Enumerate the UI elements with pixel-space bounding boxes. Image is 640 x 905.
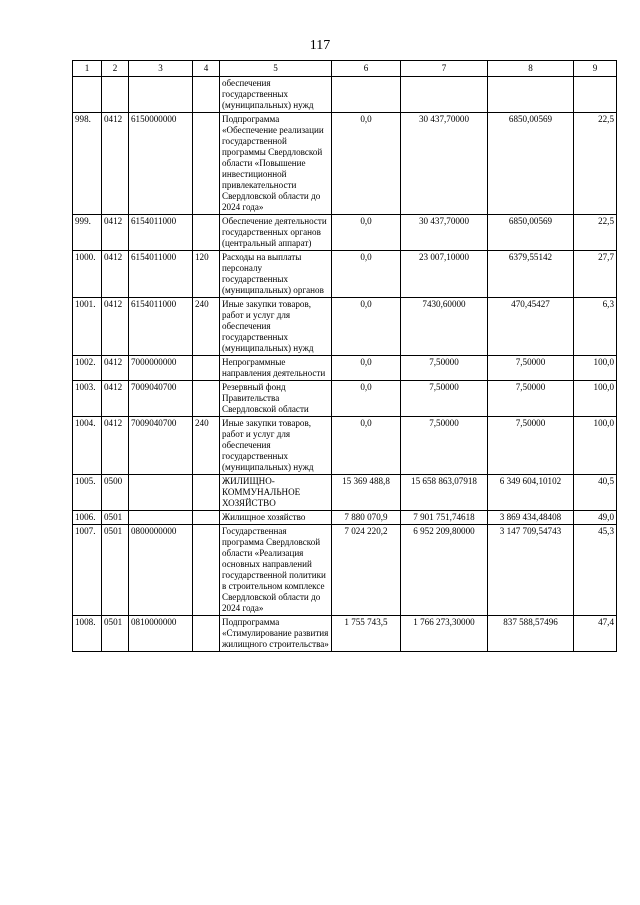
section-code-cell: 0412: [102, 381, 129, 417]
target-article-code-cell: 6154011000: [129, 215, 193, 251]
table-row: [73, 525, 617, 616]
row-number-cell: 1003.: [73, 381, 102, 417]
header-cell: 7: [401, 61, 488, 77]
table-row: [73, 298, 617, 356]
section-code-cell: 0501: [102, 511, 129, 525]
header-cell: 5: [220, 61, 332, 77]
expense-name-cell: Расходы на выплаты персоналу государственных (муниципальных) органов: [220, 251, 332, 298]
row-number-cell: 999.: [73, 215, 102, 251]
approved-amount-cell: 23 007,10000: [401, 251, 488, 298]
executed-amount-cell: 3 147 709,54743: [488, 525, 574, 616]
executed-amount-cell: 470,45427: [488, 298, 574, 356]
section-code-cell: 0412: [102, 113, 129, 215]
execution-percent-cell: 100,0: [574, 356, 617, 381]
expense-name-cell: Непрограммные направления деятельности: [220, 356, 332, 381]
planned-amount-cell: 0,0: [332, 113, 401, 215]
row-number-cell: 1008.: [73, 616, 102, 652]
expense-type-code-cell: [193, 511, 220, 525]
page-number: 117: [309, 38, 331, 53]
row-number-cell: 1002.: [73, 356, 102, 381]
target-article-code-cell: 0810000000: [129, 616, 193, 652]
section-code-cell: [102, 77, 129, 113]
header-cell: 8: [488, 61, 574, 77]
executed-amount-cell: 6850,00569: [488, 215, 574, 251]
expense-type-code-cell: [193, 215, 220, 251]
execution-percent-cell: [574, 77, 617, 113]
expense-name-cell: ЖИЛИЩНО-КОММУНАЛЬНОЕ ХОЗЯЙСТВО: [220, 475, 332, 511]
target-article-code-cell: 0800000000: [129, 525, 193, 616]
expense-type-code-cell: [193, 113, 220, 215]
expense-type-code-cell: [193, 475, 220, 511]
table-row: [73, 511, 617, 525]
table-row: [73, 616, 617, 652]
expense-type-code-cell: 240: [193, 417, 220, 475]
header-cell: 1: [73, 61, 102, 77]
execution-percent-cell: 27,7: [574, 251, 617, 298]
section-code-cell: 0412: [102, 298, 129, 356]
expense-name-cell: Жилищное хозяйство: [220, 511, 332, 525]
approved-amount-cell: 1 766 273,30000: [401, 616, 488, 652]
section-code-cell: 0412: [102, 251, 129, 298]
expense-name-cell: Иные закупки товаров, работ и услуг для обеспечения государственных (муниципальных) нужд: [220, 417, 332, 475]
expense-name-cell: Обеспечение деятельности государственных органов (центральный аппарат): [220, 215, 332, 251]
executed-amount-cell: 7,50000: [488, 356, 574, 381]
section-code-cell: 0412: [102, 356, 129, 381]
header-cell: 9: [574, 61, 617, 77]
expense-name-cell: Подпрограмма «Обеспечение реализации государственной программы Свердловской области «Повышение инвестиционной привлекательности Свердловской области до 2024 года»: [220, 113, 332, 215]
planned-amount-cell: 0,0: [332, 417, 401, 475]
executed-amount-cell: 837 588,57496: [488, 616, 574, 652]
expense-type-code-cell: 120: [193, 251, 220, 298]
target-article-code-cell: 7009040700: [129, 417, 193, 475]
planned-amount-cell: 0,0: [332, 298, 401, 356]
expense-type-code-cell: [193, 616, 220, 652]
executed-amount-cell: 6379,55142: [488, 251, 574, 298]
expense-name-cell: Резервный фонд Правительства Свердловской области: [220, 381, 332, 417]
expense-type-code-cell: [193, 525, 220, 616]
section-code-cell: 0500: [102, 475, 129, 511]
execution-percent-cell: 100,0: [574, 381, 617, 417]
expense-type-code-cell: [193, 77, 220, 113]
executed-amount-cell: 6 349 604,10102: [488, 475, 574, 511]
table-row: [73, 417, 617, 475]
expense-name-cell: обеспечения государственных (муниципальных) нужд: [220, 77, 332, 113]
expense-name-cell: Подпрограмма «Стимулирование развития жилищного строительства»: [220, 616, 332, 652]
planned-amount-cell: 1 755 743,5: [332, 616, 401, 652]
target-article-code-cell: [129, 77, 193, 113]
target-article-code-cell: 6150000000: [129, 113, 193, 215]
row-number-cell: 1001.: [73, 298, 102, 356]
approved-amount-cell: 7,50000: [401, 381, 488, 417]
expense-type-code-cell: 240: [193, 298, 220, 356]
section-code-cell: 0412: [102, 215, 129, 251]
planned-amount-cell: 0,0: [332, 356, 401, 381]
table-row: [73, 113, 617, 215]
row-number-cell: 998.: [73, 113, 102, 215]
approved-amount-cell: 7430,60000: [401, 298, 488, 356]
execution-percent-cell: 100,0: [574, 417, 617, 475]
section-code-cell: 0412: [102, 417, 129, 475]
table-row: [73, 381, 617, 417]
expense-name-cell: Иные закупки товаров, работ и услуг для обеспечения государственных (муниципальных) нужд: [220, 298, 332, 356]
section-code-cell: 0501: [102, 616, 129, 652]
row-number-cell: 1000.: [73, 251, 102, 298]
table-row: [73, 356, 617, 381]
target-article-code-cell: [129, 511, 193, 525]
planned-amount-cell: 7 024 220,2: [332, 525, 401, 616]
execution-percent-cell: 22,5: [574, 113, 617, 215]
execution-percent-cell: 40,5: [574, 475, 617, 511]
approved-amount-cell: 6 952 209,80000: [401, 525, 488, 616]
target-article-code-cell: 6154011000: [129, 298, 193, 356]
target-article-code-cell: [129, 475, 193, 511]
row-number-cell: [73, 77, 102, 113]
execution-percent-cell: 22,5: [574, 215, 617, 251]
target-article-code-cell: 6154011000: [129, 251, 193, 298]
approved-amount-cell: [401, 77, 488, 113]
table-row: [73, 215, 617, 251]
planned-amount-cell: 0,0: [332, 381, 401, 417]
row-number-cell: 1006.: [73, 511, 102, 525]
executed-amount-cell: 7,50000: [488, 381, 574, 417]
table-header-row: [73, 61, 617, 77]
approved-amount-cell: 15 658 863,07918: [401, 475, 488, 511]
header-cell: 2: [102, 61, 129, 77]
table-row: [73, 77, 617, 113]
planned-amount-cell: [332, 77, 401, 113]
expense-type-code-cell: [193, 356, 220, 381]
table-row: [73, 475, 617, 511]
approved-amount-cell: 30 437,70000: [401, 215, 488, 251]
execution-percent-cell: 6,3: [574, 298, 617, 356]
header-cell: 4: [193, 61, 220, 77]
approved-amount-cell: 30 437,70000: [401, 113, 488, 215]
executed-amount-cell: 7,50000: [488, 417, 574, 475]
budget-table: [72, 60, 617, 652]
header-cell: 3: [129, 61, 193, 77]
header-cell: 6: [332, 61, 401, 77]
row-number-cell: 1005.: [73, 475, 102, 511]
expense-name-cell: Государственная программа Свердловской области «Реализация основных направлений государственной политики в строительном комплексе Свердловской области до 2024 года»: [220, 525, 332, 616]
target-article-code-cell: 7009040700: [129, 381, 193, 417]
target-article-code-cell: 7000000000: [129, 356, 193, 381]
approved-amount-cell: 7,50000: [401, 356, 488, 381]
section-code-cell: 0501: [102, 525, 129, 616]
execution-percent-cell: 49,0: [574, 511, 617, 525]
execution-percent-cell: 47,4: [574, 616, 617, 652]
executed-amount-cell: 3 869 434,48408: [488, 511, 574, 525]
executed-amount-cell: [488, 77, 574, 113]
planned-amount-cell: 7 880 070,9: [332, 511, 401, 525]
expense-type-code-cell: [193, 381, 220, 417]
table-row: [73, 251, 617, 298]
planned-amount-cell: 15 369 488,8: [332, 475, 401, 511]
executed-amount-cell: 6850,00569: [488, 113, 574, 215]
planned-amount-cell: 0,0: [332, 251, 401, 298]
planned-amount-cell: 0,0: [332, 215, 401, 251]
approved-amount-cell: 7,50000: [401, 417, 488, 475]
row-number-cell: 1007.: [73, 525, 102, 616]
execution-percent-cell: 45,3: [574, 525, 617, 616]
approved-amount-cell: 7 901 751,74618: [401, 511, 488, 525]
row-number-cell: 1004.: [73, 417, 102, 475]
